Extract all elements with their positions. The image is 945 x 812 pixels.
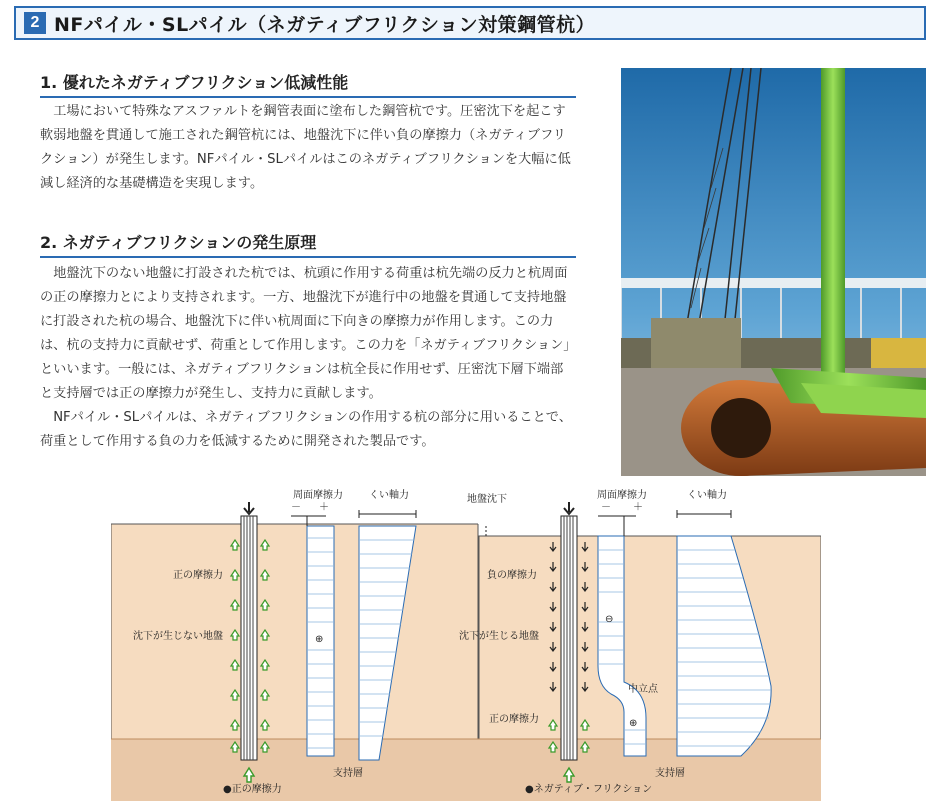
right-settling: 沈下が生じる地盤 (459, 631, 539, 642)
left-positive-friction: 正の摩擦力 (173, 570, 223, 581)
right-plus-sign: ⊕ (629, 718, 638, 729)
left-minus: － (291, 502, 301, 513)
right-caption: ●ネガティブ・フリクション (525, 784, 653, 795)
right-axial-title: くい軸力 (687, 490, 727, 501)
section2-text (40, 262, 576, 454)
right-positive-friction: 正の摩擦力 (489, 714, 539, 725)
section2-body2: NFパイル・SLパイルは、ネガティブフリクションの作用する杭の部分に用いることで、荷重として作用する負の力を低減するために開発された製品です。 (40, 410, 572, 449)
right-settlement: 地盤沈下 (467, 494, 507, 505)
friction-diagram (111, 486, 821, 804)
section2-heading: 2. ネガティブフリクションの発生原理 (40, 230, 576, 258)
left-plus: ＋ (319, 502, 329, 513)
left-bearing-layer: 支持層 (333, 768, 363, 779)
right-minus: － (601, 502, 611, 513)
section-title-bar (14, 6, 926, 40)
section1-heading: 1. 優れたネガティブフリクション低減性能 (40, 70, 576, 98)
section1-body: 工場において特殊なアスファルトを鋼管表面に塗布した鋼管杭です。圧密沈下を起こす軟弱地盤を貫通して施工された鋼管杭には、地盤沈下に伴い負の摩擦力（ネガティブフリクション）が発生します。NFパイル・SLパイルはこのネガティブフリクションを大幅に低減し経済的な基礎構造を実現します。 (40, 104, 571, 191)
left-axial-title: くい軸力 (369, 490, 409, 501)
page-title: NFパイル・SLパイル（ネガティブフリクション対策鋼管杭） (54, 13, 596, 36)
left-caption: ●正の摩擦力 (223, 784, 282, 795)
section1-text (40, 100, 576, 196)
left-friction-title: 周面摩擦力 (293, 490, 343, 501)
right-plus: ＋ (633, 502, 643, 513)
right-bearing-layer: 支持層 (655, 768, 685, 779)
right-minus-sign: ⊖ (605, 614, 614, 625)
right-negative-friction: 負の摩擦力 (487, 570, 537, 581)
section2-body1: 地盤沈下のない地盤に打設された杭では、杭頭に作用する荷重は杭先端の反力と杭周面の正の摩擦力とにより支持されます。一方、地盤沈下が進行中の地盤を貫通して支持地盤に打設された杭の場合、地盤沈下に伴い杭周面に下向きの摩擦力が作用します。この力は、杭の支持力に貢献せず、荷重として作用します。この力を「ネガティブフリクション」といいます。一般には、ネガティブフリクションは杭全長に作用せず、圧密沈下層下端部と支持層では正の摩擦力が発生し、支持力に貢献します。 (40, 266, 570, 401)
left-plus-sign: ⊕ (315, 634, 324, 645)
right-neutral-point: 中立点 (628, 684, 658, 695)
section-number: 2 (24, 12, 46, 34)
right-friction-title: 周面摩擦力 (597, 490, 647, 501)
construction-photo (621, 68, 926, 476)
left-no-settlement: 沈下が生じない地盤 (133, 631, 223, 642)
